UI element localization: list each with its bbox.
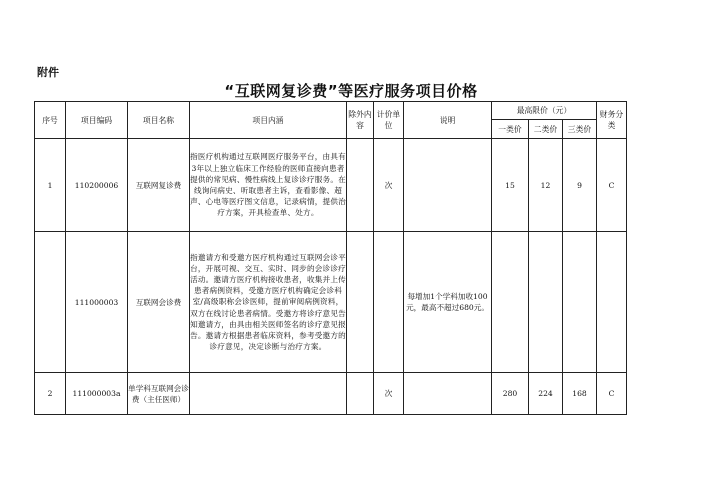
cell-class1: 280 (492, 373, 529, 415)
cell-note (404, 139, 492, 232)
cell-excluded (347, 139, 374, 232)
header-max-price: 最高限价（元） (492, 102, 597, 120)
cell-finance (597, 232, 627, 373)
cell-unit: 次 (374, 139, 404, 232)
cell-unit: 次 (374, 373, 404, 415)
header-seq: 序号 (35, 102, 66, 139)
header-excluded: 除外内容 (347, 102, 374, 139)
header-content: 项目内涵 (190, 102, 347, 139)
cell-class2: 12 (529, 139, 563, 232)
cell-finance: C (597, 373, 627, 415)
cell-code: 111000003 (66, 232, 128, 373)
cell-name: 单学科互联网会诊费（主任医师） (128, 373, 190, 415)
cell-class1: 15 (492, 139, 529, 232)
header-class1: 一类价 (492, 120, 529, 139)
cell-code: 111000003a (66, 373, 128, 415)
header-code: 项目编码 (66, 102, 128, 139)
cell-note (404, 373, 492, 415)
cell-unit (374, 232, 404, 373)
cell-seq: 1 (35, 139, 66, 232)
cell-excluded (347, 373, 374, 415)
cell-code: 110200006 (66, 139, 128, 232)
table-row (35, 373, 627, 415)
cell-class1 (492, 232, 529, 373)
header-unit: 计价单位 (374, 102, 404, 139)
header-name: 项目名称 (128, 102, 190, 139)
header-class2: 二类价 (529, 120, 563, 139)
table-row (35, 139, 627, 232)
table-row (35, 232, 627, 373)
cell-class3: 9 (563, 139, 597, 232)
cell-note: 每增加1个学科加收100元，最高不超过680元。 (404, 232, 492, 373)
cell-class3 (563, 232, 597, 373)
cell-seq: 2 (35, 373, 66, 415)
cell-name: 互联网会诊费 (128, 232, 190, 373)
cell-content (190, 373, 347, 415)
cell-class2: 224 (529, 373, 563, 415)
header-finance: 财务分类 (597, 102, 627, 139)
cell-excluded (347, 232, 374, 373)
cell-class3: 168 (563, 373, 597, 415)
cell-name: 互联网复诊费 (128, 139, 190, 232)
price-table (34, 101, 627, 415)
header-row-1 (35, 102, 627, 120)
document-title: “互联网复诊费”等医疗服务项目价格 (224, 82, 478, 100)
cell-class2 (529, 232, 563, 373)
attachment-label: 附件 (37, 66, 59, 79)
cell-finance: C (597, 139, 627, 232)
header-note: 说明 (404, 102, 492, 139)
cell-content: 指邀请方和受邀方医疗机构通过互联网会诊平台，开展可视、交互、实时、同步的会诊诊疗活动。邀请方医疗机构接收患者，收集并上传患者病例资料，受邀方医疗机构确定会诊科室/高级职称会诊医师，提前审阅病例资料，双方在线讨论患者病情。受邀方将诊疗意见告知邀请方，由具由相关医师签名的诊疗意见报告。邀请方根据患者临床资料，参考受邀方的诊疗意见，决定诊断与治疗方案。 (190, 232, 347, 373)
cell-seq (35, 232, 66, 373)
header-class3: 三类价 (563, 120, 597, 139)
cell-content: 指医疗机构通过互联网医疗服务平台，由具有3年以上独立临床工作经验的医师直接向患者提供的常见病、慢性病线上复诊诊疗服务。在线询问病史、听取患者主诉，查看影像、超声、心电等医疗图文信息，记录病情，提供治疗方案，开具检查单、处方。 (190, 139, 347, 232)
